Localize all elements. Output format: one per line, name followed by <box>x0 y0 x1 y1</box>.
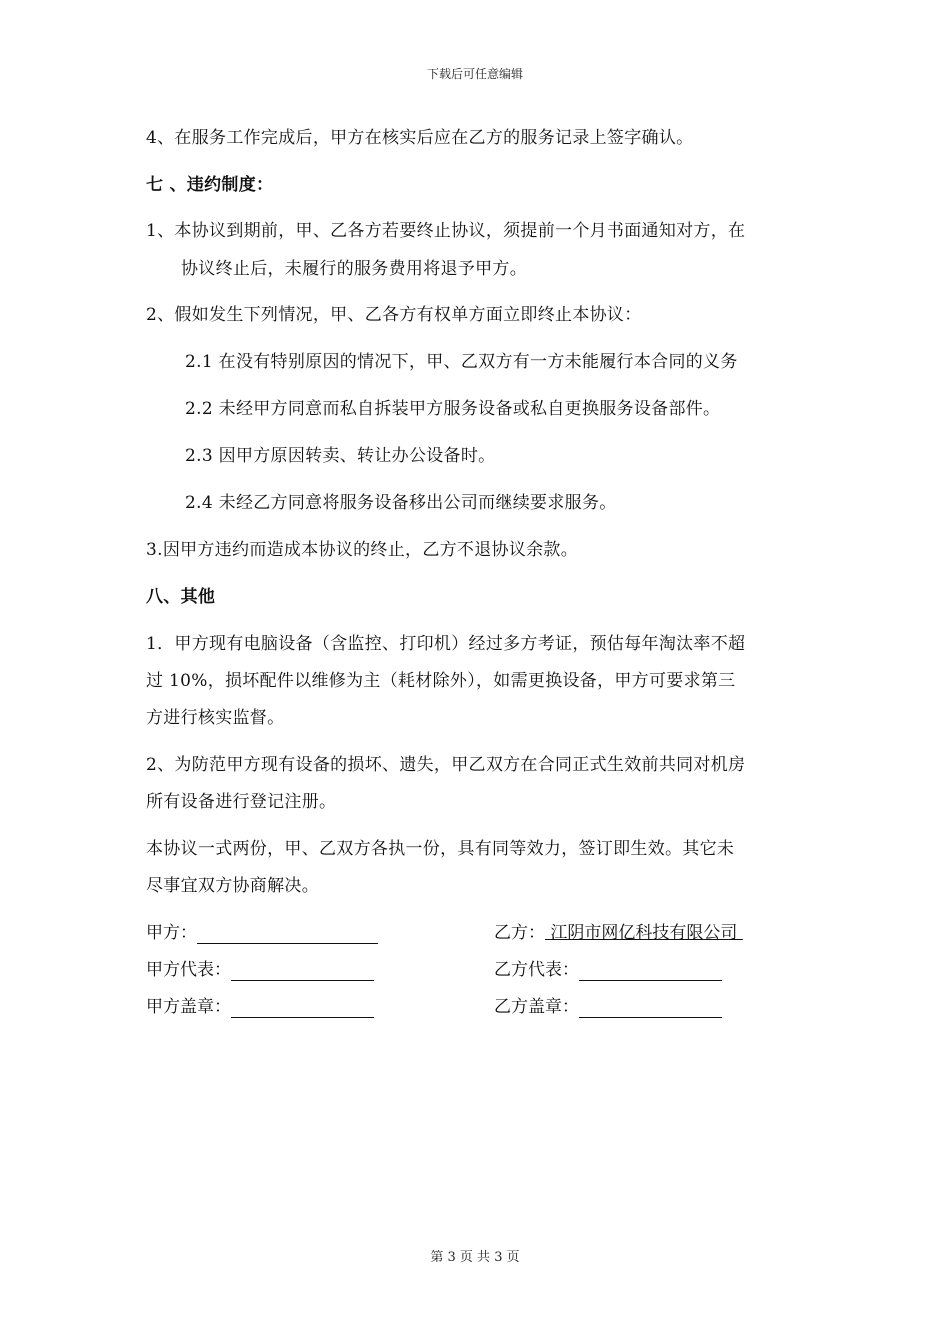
party-b-row <box>494 922 743 944</box>
party-a-seal-label: 甲方盖章： <box>146 997 231 1017</box>
section-7-heading: 七 、违约制度： <box>146 175 274 195</box>
party-b-seal-field[interactable] <box>579 999 722 1018</box>
party-b-label: 乙方： <box>494 923 545 943</box>
party-a-seal-field[interactable] <box>231 999 374 1018</box>
clause-7-2-2: 2.2 未经甲方同意而私自拆装甲方服务设备或私自更换服务设备部件。 <box>185 399 721 419</box>
page-header: 下载后可任意编辑 <box>426 67 523 81</box>
clause-7-2-1: 2.1 在没有特别原因的情况下，甲、乙双方有一方未能履行本合同的义务 <box>185 352 738 372</box>
clause-8-1: 1．甲方现有电脑设备（含监控、打印机）经过多方考证，预估每年淘汰率不超 <box>146 634 746 654</box>
party-a-rep-label: 甲方代表： <box>146 960 231 980</box>
party-b-seal-label: 乙方盖章： <box>494 997 579 1017</box>
clause-8-1-cont1: 过 10%，损坏配件以维修为主（耗材除外），如需更换设备，甲方可要求第三 <box>146 671 736 691</box>
party-a-field[interactable] <box>197 925 378 944</box>
page-footer: 第 3 页 共 3 页 <box>430 1250 520 1265</box>
clause-8-2-cont: 所有设备进行登记注册。 <box>146 792 337 812</box>
clause-7-2-4: 2.4 未经乙方同意将服务设备移出公司而继续要求服务。 <box>185 493 617 513</box>
party-b-seal-row <box>494 996 722 1018</box>
party-a-rep-field[interactable] <box>231 962 374 981</box>
closing-statement-cont: 尽事宜双方协商解决。 <box>146 876 319 896</box>
clause-7-1-cont: 协议终止后，未履行的服务费用将退予甲方。 <box>181 259 527 279</box>
party-b-rep-label: 乙方代表： <box>494 960 579 980</box>
party-b-name: 江阴市网亿科技有限公司 <box>545 923 743 943</box>
clause-6-4: 4、在服务工作完成后，甲方在核实后应在乙方的服务记录上签字确认。 <box>146 128 694 148</box>
party-b-rep-row <box>494 959 722 981</box>
party-a-seal-row <box>146 996 374 1018</box>
party-b-rep-field[interactable] <box>579 962 722 981</box>
clause-7-2-3: 2.3 因甲方原因转卖、转让办公设备时。 <box>185 446 496 466</box>
clause-8-2: 2、为防范甲方现有设备的损坏、遗失，甲乙双方在合同正式生效前共同对机房 <box>146 755 746 775</box>
clause-7-1: 1、本协议到期前，甲、乙各方若要终止协议，须提前一个月书面通知对方，在 <box>146 221 746 241</box>
party-a-row <box>146 922 378 944</box>
clause-8-1-cont2: 方进行核实监督。 <box>146 708 285 728</box>
party-a-label: 甲方： <box>146 923 197 943</box>
section-8-heading: 八、其他 <box>146 587 216 607</box>
clause-7-2: 2、假如发生下列情况，甲、乙各方有权单方面立即终止本协议： <box>146 305 642 325</box>
closing-statement: 本协议一式两份，甲、乙双方各执一份，具有同等效力，签订即生效。其它未 <box>146 839 735 859</box>
clause-7-3: 3.因甲方违约而造成本协议的终止，乙方不退协议余款。 <box>146 540 579 560</box>
party-a-rep-row <box>146 959 374 981</box>
